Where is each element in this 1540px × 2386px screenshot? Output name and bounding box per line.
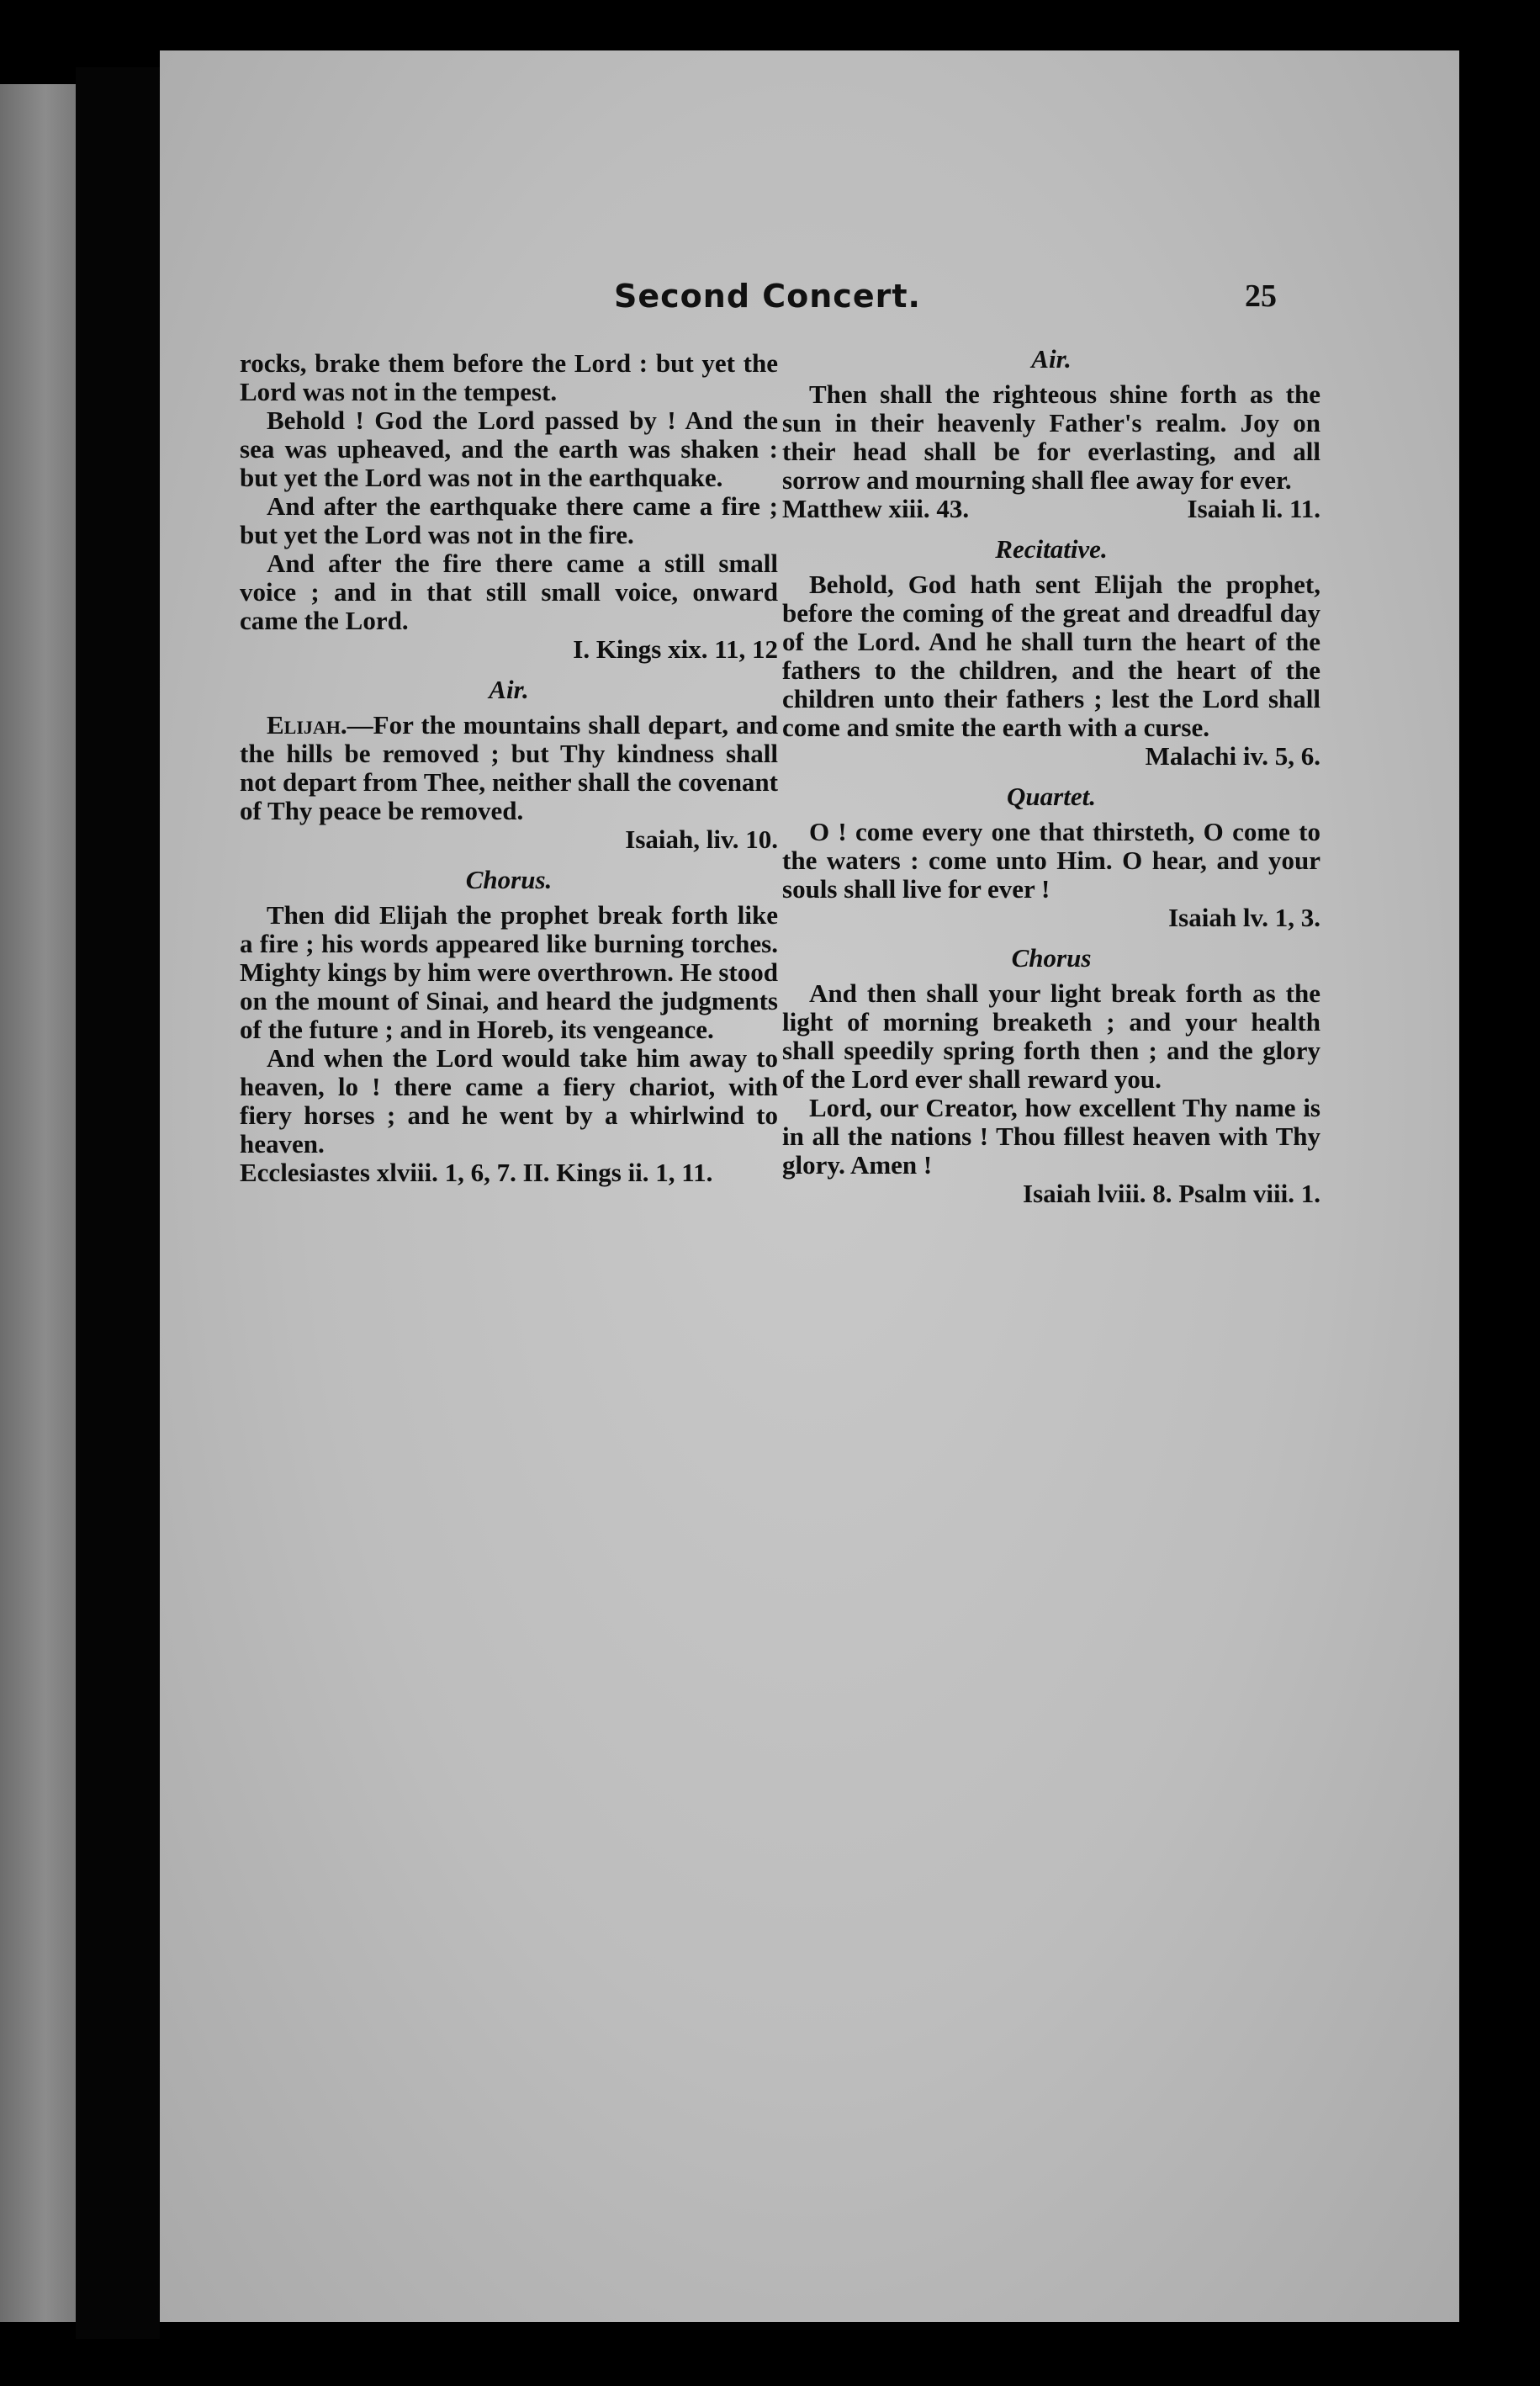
scripture-reference: Malachi iv. 5, 6.	[1145, 741, 1320, 771]
paragraph: Lord, our Creator, how excellent Thy name is in all the nations ! Thou fillest heaven with Thy glory. Amen !	[782, 1093, 1320, 1180]
air-paragraph	[240, 711, 778, 825]
air-text: —For the mountains shall depart, and the hills be removed ; but Thy kindness shall not depart from Thee, neither shall the covenant of Thy peace be removed.	[240, 710, 778, 825]
scripture-reference: Isaiah lv. 1, 3.	[1168, 903, 1320, 932]
paragraph: Then shall the righteous shine forth as the sun in their heavenly Father's realm. Joy on their head shall be for everlasting, and all sorrow and mourning shall flee away for ever.	[782, 379, 1320, 495]
scripture-reference: Isaiah, liv. 10.	[625, 824, 778, 854]
paragraph: Behold, God hath sent Elijah the prophet, before the coming of the great and dreadful day of the Lord. And he shall turn the heart of the fathers to the children, and the heart of the children unto their fathers ; lest the Lord shall come and smite the earth with a curse.	[782, 570, 1320, 742]
page-header	[160, 278, 1459, 345]
reference-left: Matthew xiii. 43.	[782, 494, 970, 523]
left-column	[240, 349, 778, 1187]
section-heading-chorus: Chorus.	[465, 865, 553, 894]
paragraph: rocks, brake them before the Lord : but yet the Lord was not in the tempest.	[240, 348, 778, 406]
facing-page-edge	[0, 84, 76, 2322]
running-title: Second Concert.	[614, 278, 921, 315]
section-heading-recitative: Recitative.	[995, 534, 1108, 564]
paragraph: Behold ! God the Lord passed by ! And the sea was upheaved, and the earth was shaken : but yet the Lord was not in the earthquake.	[240, 406, 778, 492]
paragraph: And after the earthquake there came a fire ; but yet the Lord was not in the fire.	[240, 491, 778, 549]
reference-right: Isaiah li. 11.	[1187, 494, 1320, 523]
paragraph: O ! come every one that thirsteth, O come to the waters : come unto Him. O hear, and your souls shall live for ever !	[782, 817, 1320, 904]
page-number: 25	[1245, 278, 1277, 314]
scripture-reference	[782, 495, 1320, 523]
paragraph: Then did Elijah the prophet break forth like a fire ; his words appeared like burning torches. Mighty kings by him were overthrown. He stood on the mount of Sinai, and heard the judgments of the future ; and in Horeb, its vengeance.	[240, 900, 778, 1044]
book-gutter	[76, 67, 160, 2339]
book-page	[160, 50, 1459, 2322]
section-heading-air: Air.	[1031, 344, 1072, 374]
scripture-reference: I. Kings xix. 11, 12	[573, 634, 778, 664]
paragraph: And after the fire there came a still small voice ; and in that still small voice, onward came the Lord.	[240, 549, 778, 635]
speaker-name: Elijah.	[267, 710, 347, 740]
paragraph: And when the Lord would take him away to heaven, lo ! there came a fiery chariot, with fiery horses ; and he went by a whirlwind to heaven.	[240, 1043, 778, 1159]
scripture-reference: Ecclesiastes xlviii. 1, 6, 7. II. Kings ii. 1, 11.	[240, 1158, 713, 1187]
paragraph: And then shall your light break forth as the light of morning breaketh ; and your health shall speedily spring forth then ; and the glory of the Lord ever shall reward you.	[782, 978, 1320, 1094]
scripture-reference: Isaiah lviii. 8. Psalm viii. 1.	[1023, 1179, 1320, 1208]
right-column	[782, 345, 1320, 1213]
section-heading-chorus: Chorus	[1011, 943, 1092, 973]
section-heading-air: Air.	[489, 675, 529, 704]
section-heading-quartet: Quartet.	[1007, 782, 1096, 811]
